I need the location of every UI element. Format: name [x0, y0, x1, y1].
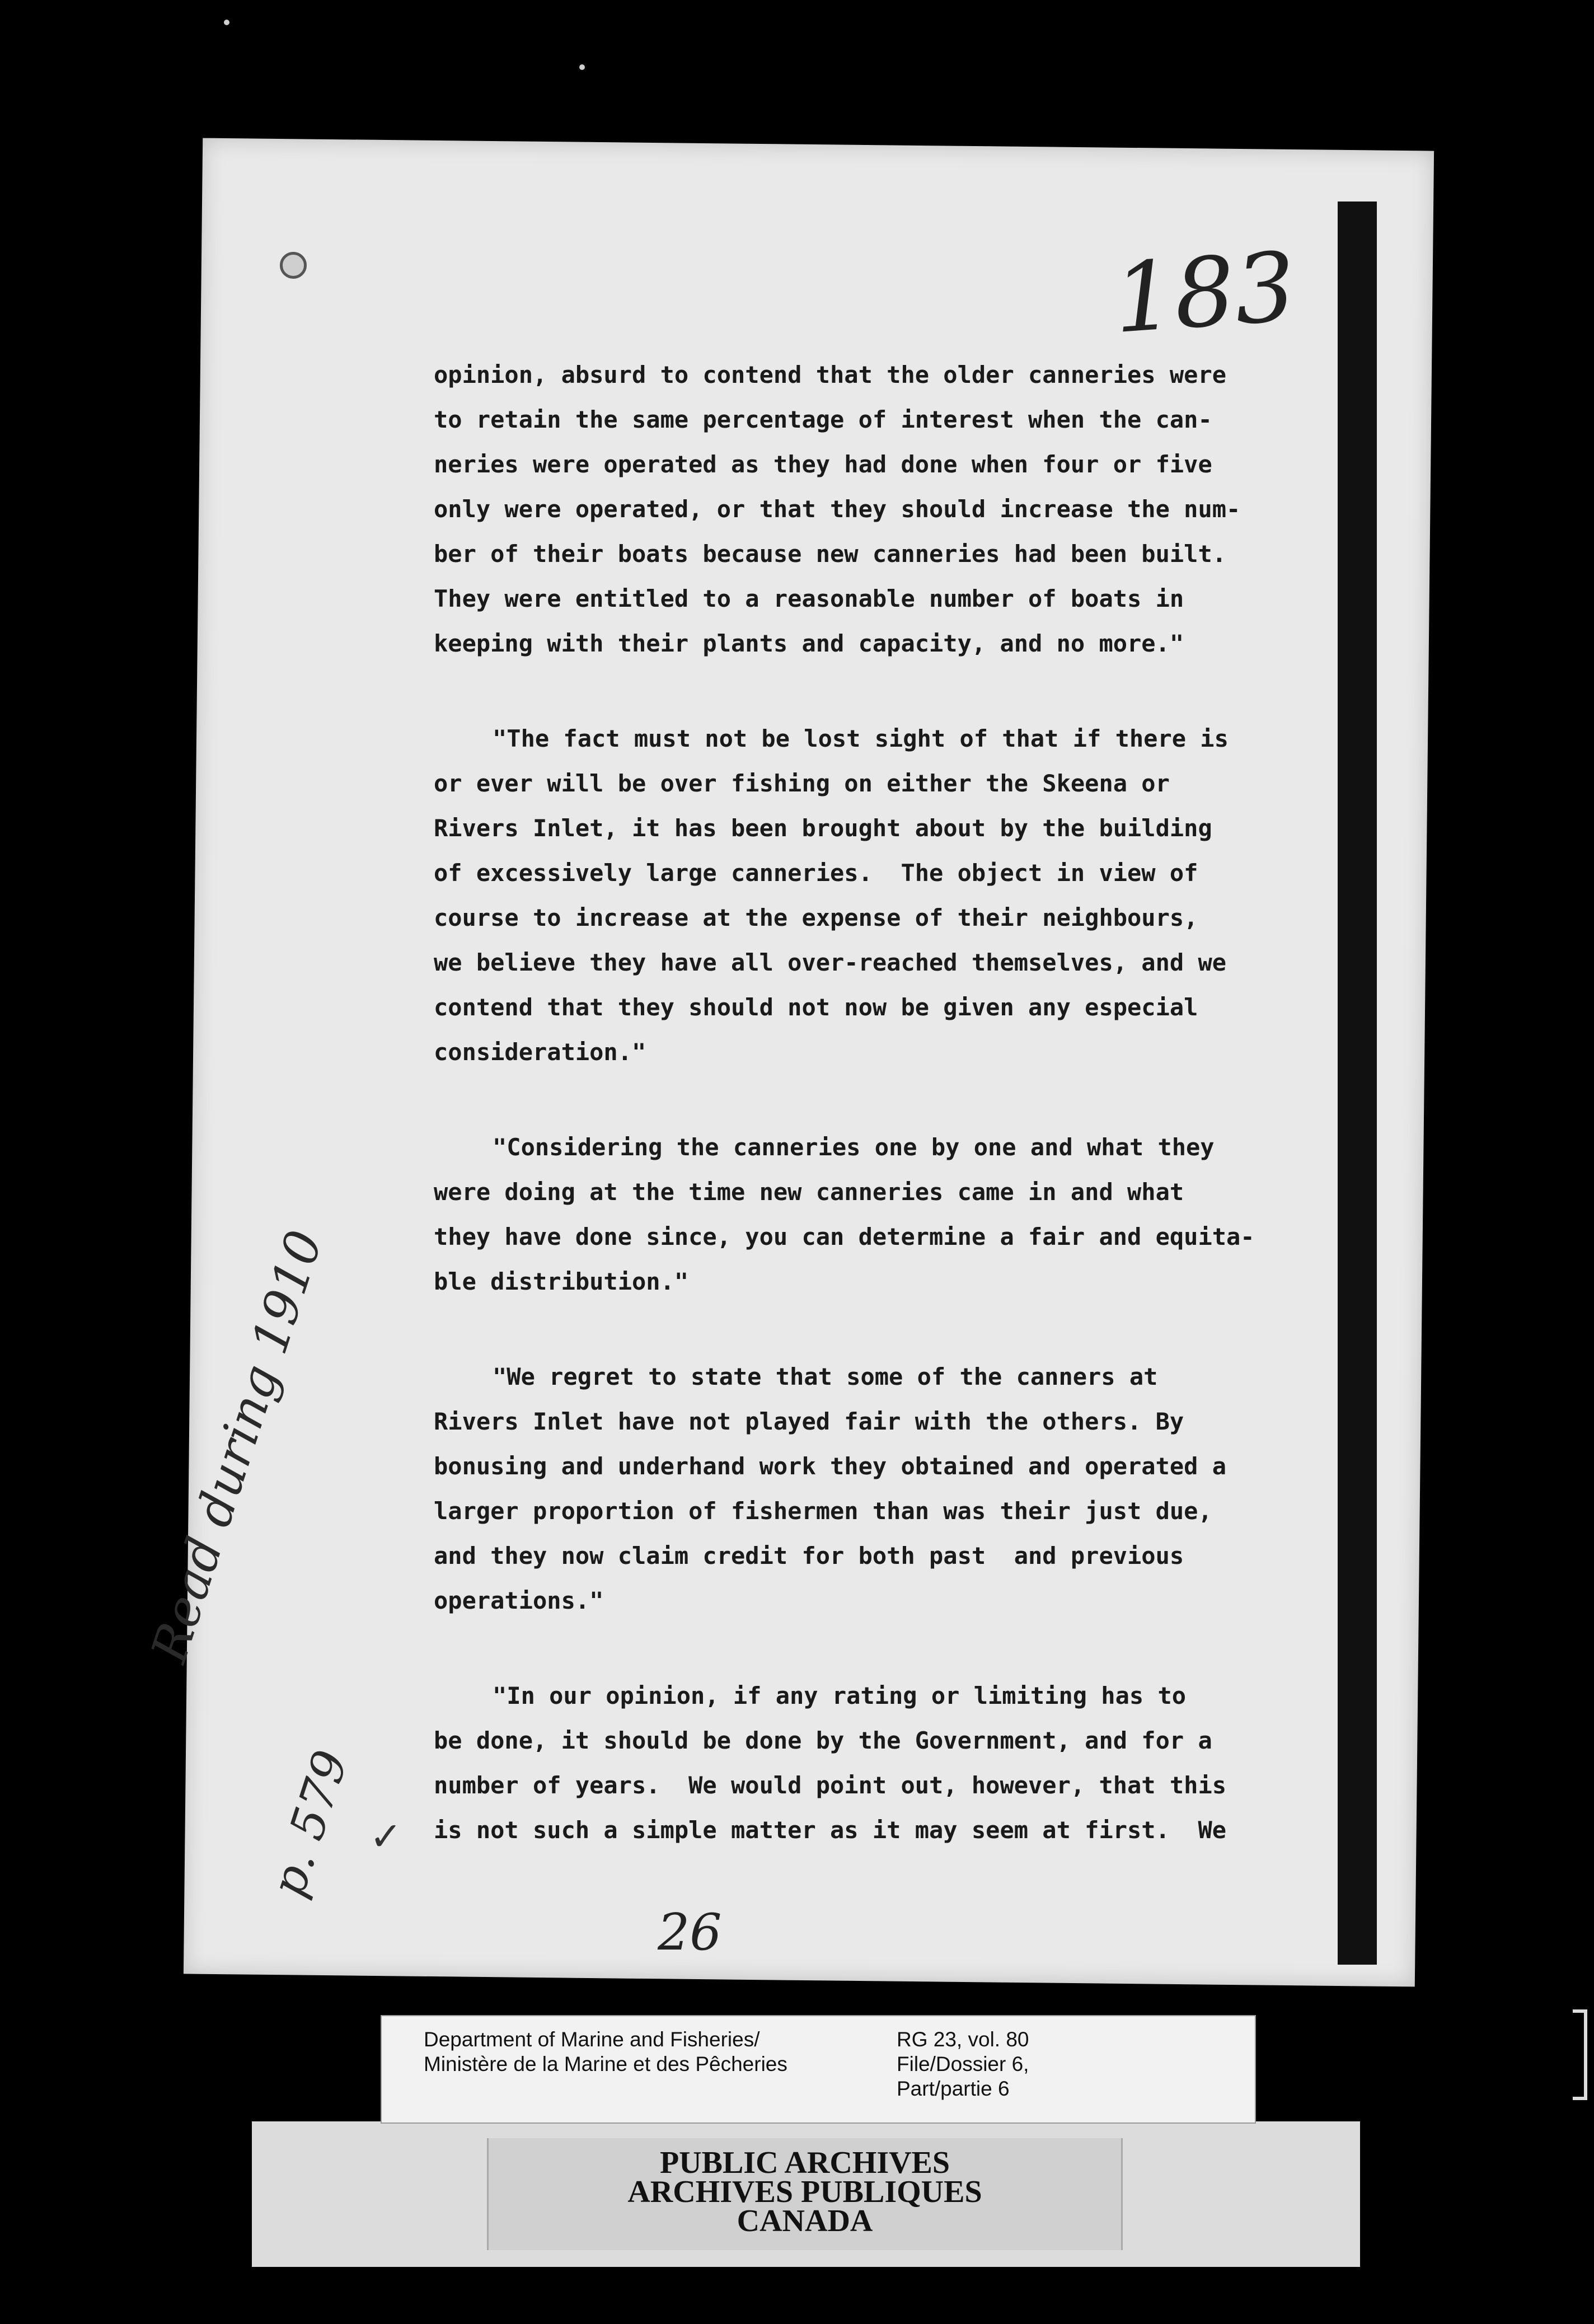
text-line: "We regret to state that some of the canners at — [493, 1363, 1158, 1390]
typed-body-text — [434, 353, 1262, 1853]
archives-line-french: ARCHIVES PUBLIQUES — [627, 2175, 982, 2209]
text-line: Rivers Inlet, it has been brought about by the building — [434, 814, 1212, 842]
handwritten-page-number: 183 — [1110, 231, 1299, 355]
record-group-reference — [897, 2027, 1029, 2101]
rg-volume: RG 23, vol. 80 — [897, 2028, 1029, 2051]
archives-stamp-box — [487, 2138, 1123, 2250]
text-line: to retain the same percentage of interest when the can- — [434, 406, 1212, 433]
text-line: consideration." — [434, 1038, 646, 1066]
text-line: is not such a simple matter as it may seem at first. We — [434, 1816, 1227, 1844]
handwritten-footer-number: 26 — [658, 1903, 722, 1962]
text-line: Rivers Inlet have not played fair with the others. By — [434, 1408, 1184, 1435]
text-line: bonusing and underhand work they obtained and operated a — [434, 1452, 1227, 1480]
archives-line-english: PUBLIC ARCHIVES — [659, 2145, 950, 2180]
punch-hole — [280, 252, 307, 279]
text-line: only were operated, or that they should increase the num- — [434, 495, 1241, 523]
text-line: contend that they should not now be given any especial — [434, 994, 1198, 1021]
text-line: and they now claim credit for both past and previous — [434, 1542, 1184, 1569]
archival-reference-label — [381, 2015, 1256, 2124]
handwritten-margin-page-ref: p. 579 — [260, 1744, 359, 1904]
text-line: They were entitled to a reasonable number of boats in — [434, 585, 1184, 612]
archives-stamp-card — [252, 2121, 1360, 2267]
part-partie: Part/partie 6 — [897, 2077, 1010, 2100]
text-line: "The fact must not be lost sight of that if there is — [493, 725, 1229, 752]
text-line: keeping with their plants and capacity, and no more." — [434, 630, 1184, 657]
text-line: number of years. We would point out, however, that this — [434, 1772, 1227, 1799]
text-line: operations." — [434, 1587, 604, 1614]
text-line: or ever will be over fishing on either the Skeena or — [434, 770, 1170, 797]
dust-speck — [224, 20, 229, 25]
text-line: larger proportion of fishermen than was their just due, — [434, 1497, 1212, 1525]
department-name — [424, 2027, 787, 2077]
text-line: we believe they have all over-reached themselves, and we — [434, 949, 1227, 976]
text-line: be done, it should be done by the Government, and for a — [434, 1727, 1212, 1754]
text-line: neries were operated as they had done when four or five — [434, 451, 1212, 478]
text-line: "Considering the canneries one by one and what they — [493, 1133, 1215, 1161]
department-french: Ministère de la Marine et des Pêcheries — [424, 2053, 787, 2075]
text-line: were doing at the time new canneries came in and what — [434, 1178, 1184, 1206]
text-line: ble distribution." — [434, 1268, 689, 1295]
department-english: Department of Marine and Fisheries/ — [424, 2028, 760, 2051]
archives-stamp-text — [489, 2145, 1121, 2238]
page-shadow-edge — [1338, 202, 1377, 1965]
film-edge-mark — [1573, 2009, 1587, 2100]
file-dossier: File/Dossier 6, — [897, 2053, 1029, 2075]
handwritten-margin-note: Read during 1910 — [140, 1224, 334, 1669]
text-line: they have done since, you can determine a fair and equita- — [434, 1223, 1255, 1250]
dust-speck — [579, 64, 585, 70]
text-line: ber of their boats because new canneries had been built. — [434, 540, 1227, 568]
text-line: course to increase at the expense of their neighbours, — [434, 904, 1198, 931]
margin-tick-icon: ✓ — [369, 1814, 402, 1859]
text-line: of excessively large canneries. The object in view of — [434, 859, 1198, 887]
archives-line-country: CANADA — [737, 2204, 873, 2238]
text-line: "In our opinion, if any rating or limiting has to — [493, 1682, 1187, 1709]
text-line: opinion, absurd to contend that the older canneries were — [434, 361, 1227, 388]
